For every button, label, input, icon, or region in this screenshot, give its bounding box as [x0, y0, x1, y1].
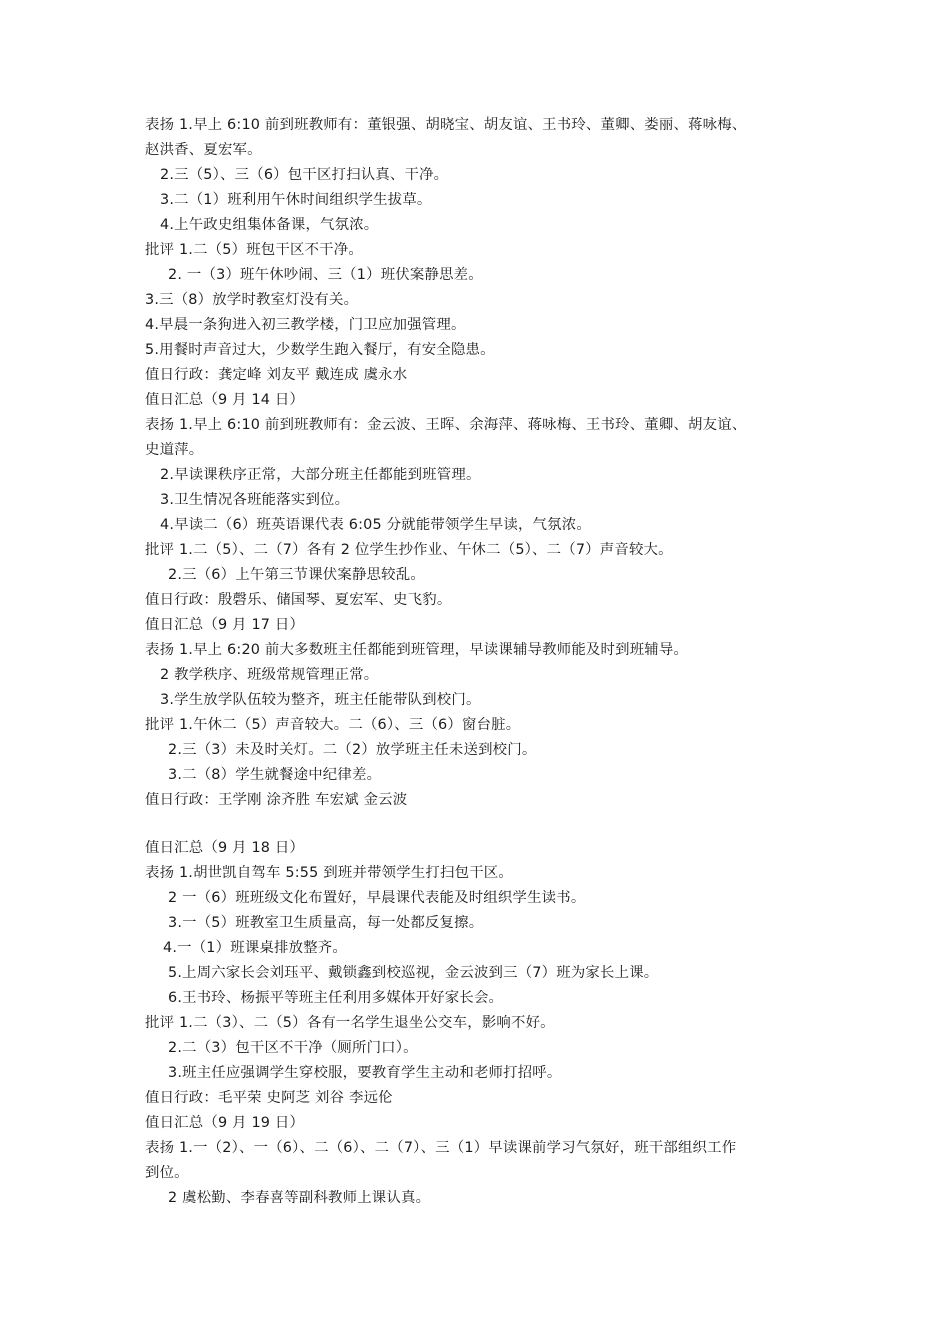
text-line: 3.一（5）班教室卫生质量高，每一处都反复擦。 [168, 915, 484, 931]
text-line: 4.上午政史组集体备课，气氛浓。 [160, 217, 379, 233]
text-line: 3.二（8）学生就餐途中纪律差。 [168, 767, 382, 783]
text-line: 表扬 1.早上 6:20 前大多数班主任都能到班管理，早读课辅导教师能及时到班辅导。 [145, 642, 689, 658]
text-line: 4.早读二（6）班英语课代表 6:05 分就能带领学生早读，气氛浓。 [160, 517, 591, 533]
text-line: 值日汇总（9 月 18 日） [145, 840, 305, 856]
text-line: 值日行政：毛平荣 史阿芝 刘谷 李远伦 [145, 1090, 393, 1106]
text-line: 表扬 1.胡世凯自驾车 5:55 到班并带领学生打扫包干区。 [145, 865, 513, 881]
text-line: 批评 1.二（5）、二（7）各有 2 位学生抄作业、午休二（5）、二（7）声音较大。 [145, 542, 673, 558]
text-line: 4.早晨一条狗进入初三教学楼，门卫应加强管理。 [145, 317, 466, 333]
text-line: 值日行政：殷磬乐、储国琴、夏宏军、史飞豹。 [145, 592, 452, 608]
text-line: 2.三（3）未及时关灯。二（2）放学班主任未送到校门。 [168, 742, 537, 758]
text-line: 4.一（1）班课桌排放整齐。 [163, 940, 347, 956]
text-line: 2.三（5）、三（6）包干区打扫认真、干净。 [160, 167, 449, 183]
text-line: 值日汇总（9 月 14 日） [145, 392, 305, 408]
text-line: 2 教学秩序、班级常规管理正常。 [160, 667, 379, 683]
text-line: 3.三（8）放学时教室灯没有关。 [145, 292, 359, 308]
text-line: 批评 1.二（3）、二（5）各有一名学生退坐公交车，影响不好。 [145, 1015, 555, 1031]
text-line: 3.学生放学队伍较为整齐，班主任能带队到校门。 [160, 692, 481, 708]
text-line: 6.王书玲、杨振平等班主任利用多媒体开好家长会。 [168, 990, 504, 1006]
text-line: 值日汇总（9 月 17 日） [145, 617, 305, 633]
text-line: 3.二（1）班利用午休时间组织学生拔草。 [160, 192, 432, 208]
text-line: 值日行政：龚定峰 刘友平 戴连成 虞永水 [145, 367, 408, 383]
text-line: 值日行政：王学刚 涂齐胜 车宏斌 金云波 [145, 792, 408, 808]
text-line: 2.三（6）上午第三节课伏案静思较乱。 [168, 567, 425, 583]
text-line: 表扬 1.一（2）、一（6）、二（6）、二（7）、三（1）早读课前学习气氛好，班干部组织工作 [145, 1140, 737, 1156]
text-line: 5.用餐时声音过大，少数学生跑入餐厅，有安全隐患。 [145, 342, 495, 358]
text-line: 到位。 [145, 1165, 189, 1181]
text-line: 表扬 1.早上 6:10 前到班教师有：董银强、胡晓宝、胡友谊、王书玲、董卿、娄丽、蒋咏梅、 [145, 117, 747, 133]
text-line: 史道萍。 [145, 442, 204, 458]
text-line: 2.早读课秩序正常，大部分班主任都能到班管理。 [160, 467, 481, 483]
text-line: 2.二（3）包干区不干净（厕所门口）。 [168, 1040, 418, 1056]
document-body [0, 113, 950, 1211]
text-line: 2 虞松勤、李春喜等副科教师上课认真。 [168, 1190, 431, 1206]
text-line: 值日汇总（9 月 19 日） [145, 1115, 305, 1131]
text-line: 2 一（6）班班级文化布置好，早晨课代表能及时组织学生读书。 [168, 890, 586, 906]
blank-line [0, 813, 950, 836]
text-line: 赵洪香、夏宏军。 [145, 142, 262, 158]
text-line: 3.班主任应强调学生穿校服，要教育学生主动和老师打招呼。 [168, 1065, 562, 1081]
text-line: 5.上周六家长会刘珏平、戴锁鑫到校巡视，金云波到三（7）班为家长上课。 [168, 965, 659, 981]
text-line: 批评 1.二（5）班包干区不干净。 [145, 242, 363, 258]
text-line: 3.卫生情况各班能落实到位。 [160, 492, 350, 508]
text-line: 表扬 1.早上 6:10 前到班教师有：金云波、王晖、余海萍、蒋咏梅、王书玲、董卿、胡友谊、 [145, 417, 747, 433]
text-line: 批评 1.午休二（5）声音较大。二（6）、三（6）窗台脏。 [145, 717, 521, 733]
text-line: 2. 一（3）班午休吵闹、三（1）班伏案静思差。 [168, 267, 483, 283]
